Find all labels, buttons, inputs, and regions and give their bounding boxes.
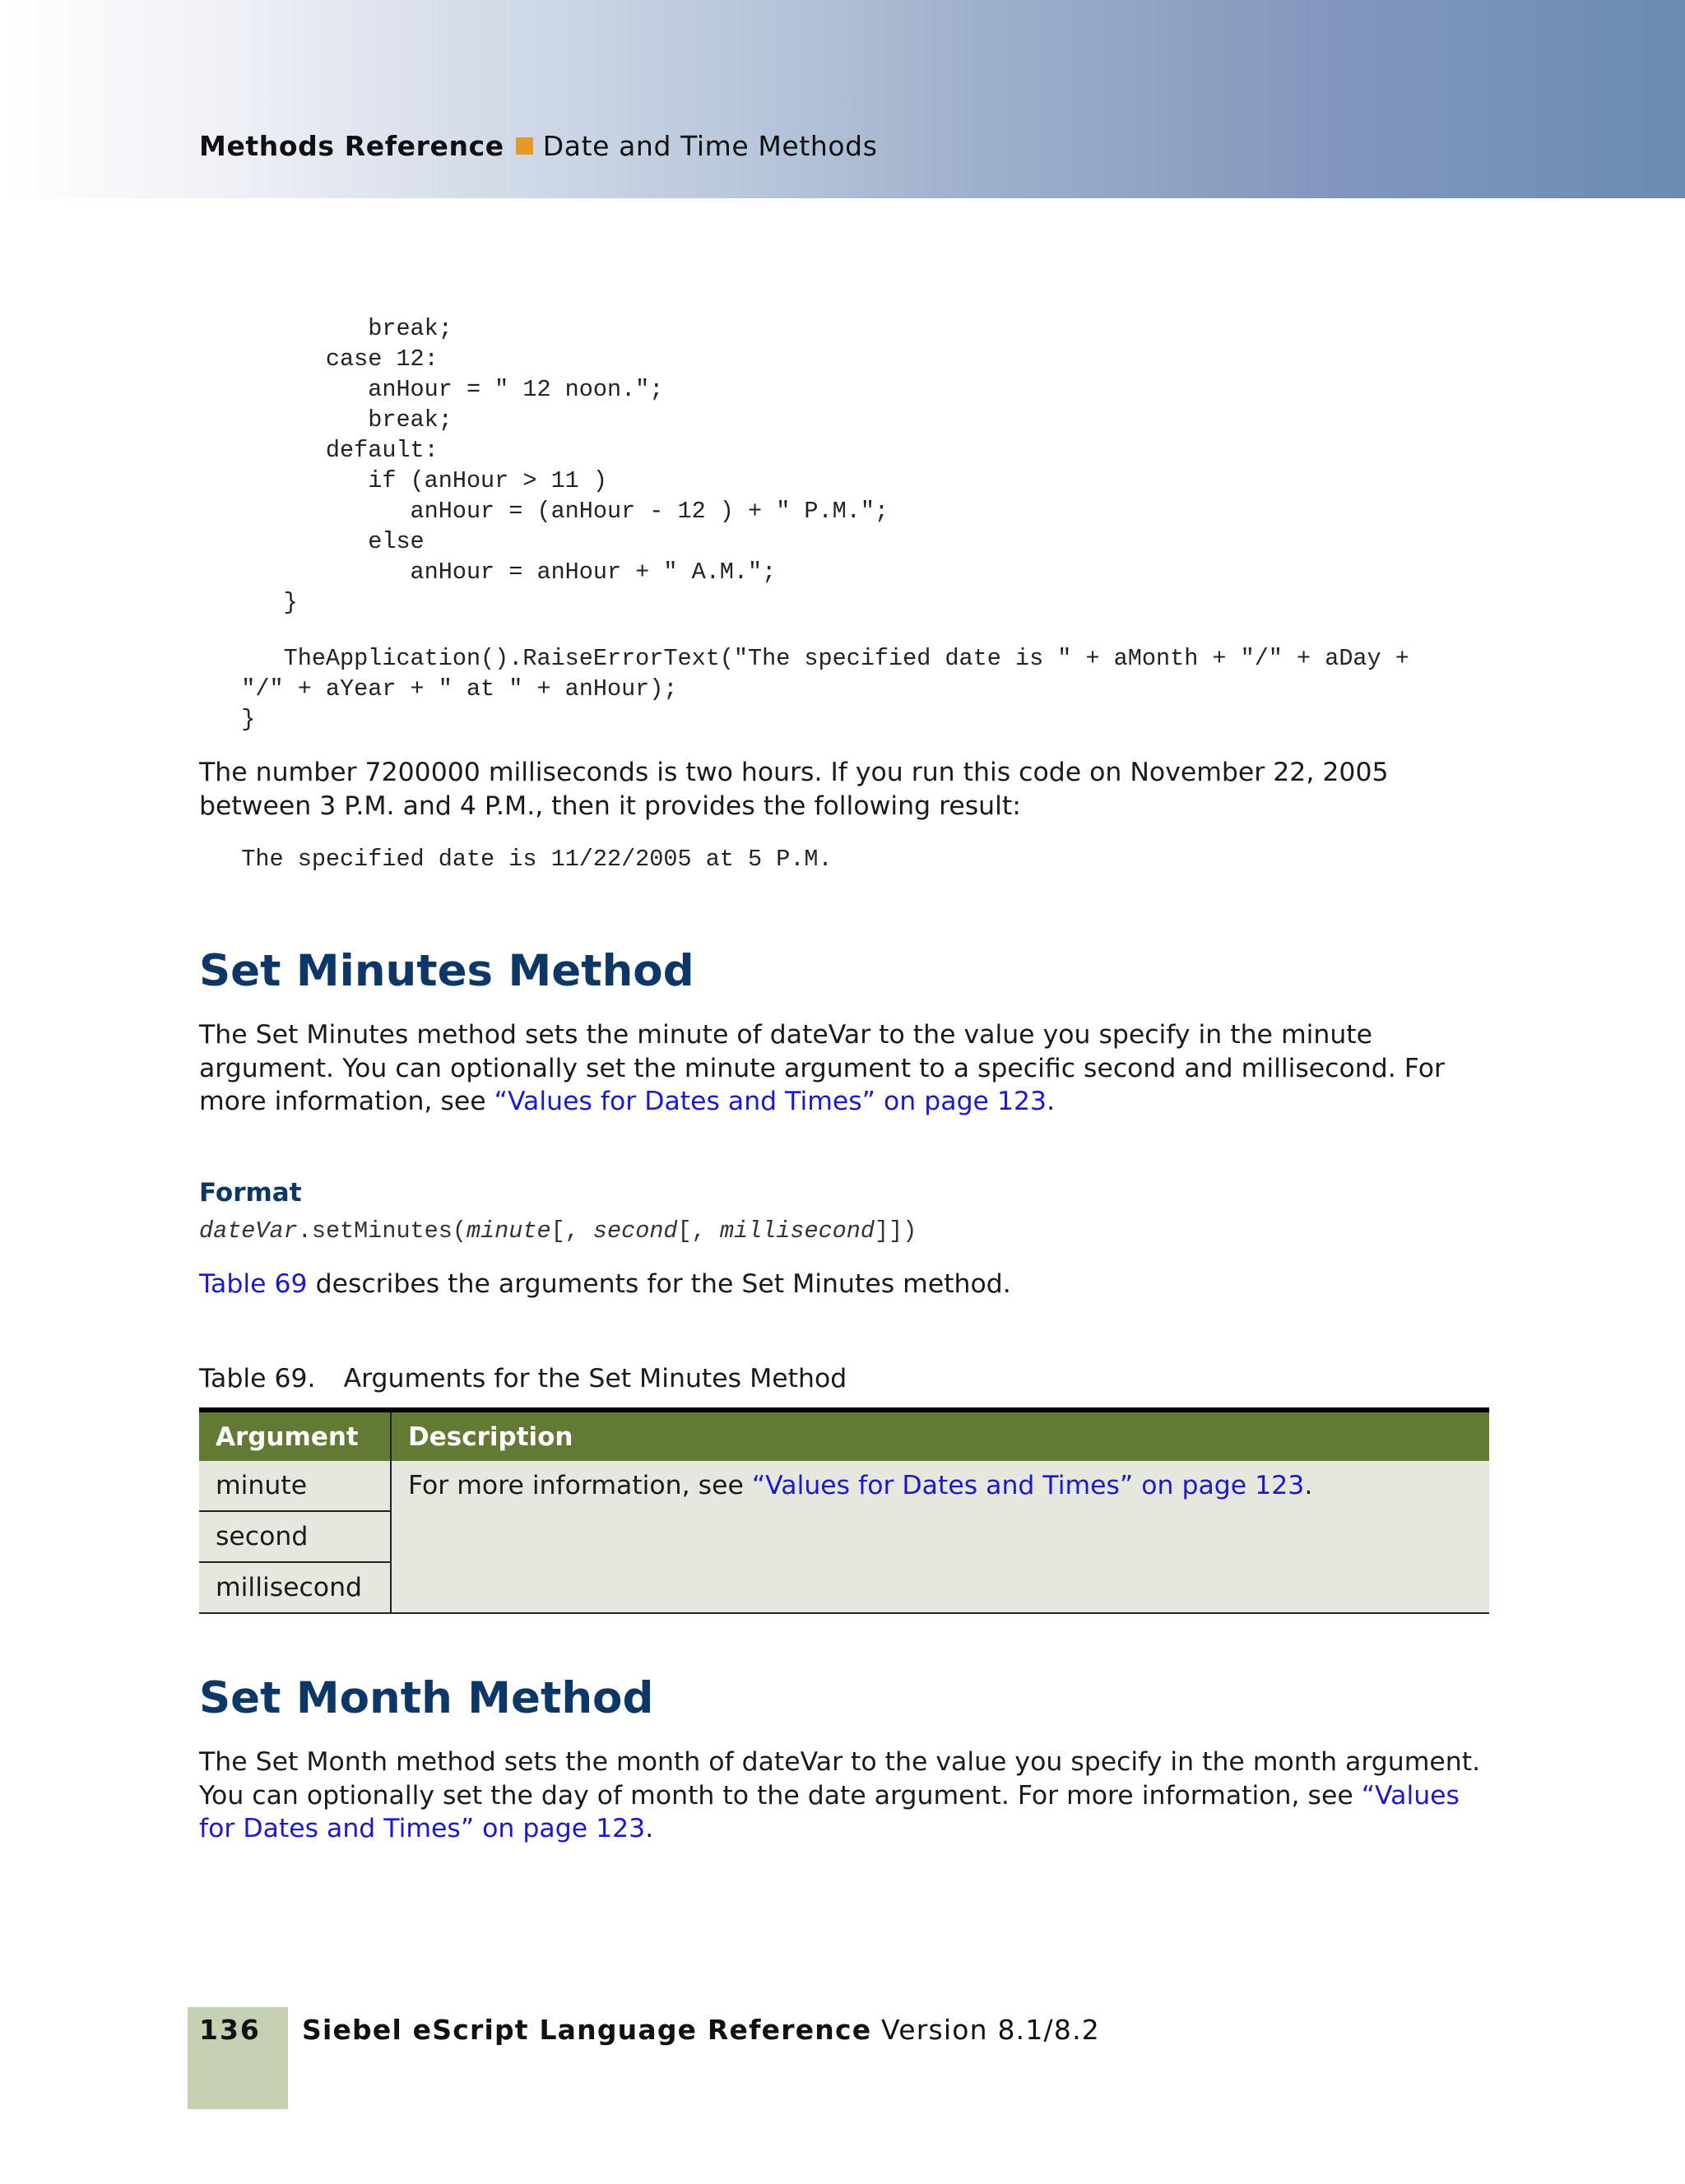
period: . [1047, 1087, 1056, 1116]
code-line: default: [199, 437, 439, 464]
result-output: The specified date is 11/22/2005 at 5 P.M. [199, 846, 833, 873]
running-header [199, 130, 878, 162]
format-arg-millisecond: millisecond [719, 1217, 875, 1245]
values-dates-times-link[interactable]: “Values for Dates and Times” on page 123 [494, 1087, 1047, 1116]
values-dates-times-link[interactable]: “Values for Dates and Times” on page 123 [751, 1471, 1305, 1500]
code-line: break; [199, 315, 453, 342]
table-caption [199, 1364, 847, 1393]
format-close: ]]) [874, 1217, 917, 1245]
argument-cell: second [199, 1511, 391, 1562]
format-arg-second: second [592, 1217, 678, 1245]
header-subsection: Date and Time Methods [542, 130, 878, 162]
code-line: anHour = (anHour - 12 ) + " P.M."; [199, 498, 889, 525]
column-header-argument: Argument [199, 1410, 391, 1461]
table-row [199, 1461, 1489, 1511]
code-line: case 12: [199, 345, 439, 373]
format-syntax [199, 1217, 917, 1245]
format-sep: [, [550, 1217, 593, 1245]
format-object: dateVar [199, 1217, 298, 1245]
header-bullet-square [516, 137, 533, 155]
code-line: TheApplication().RaiseErrorText("The specified date is " + aMonth + "/" + aDay + [199, 645, 1409, 672]
description-cell [391, 1461, 1489, 1613]
argument-cell: minute [199, 1461, 391, 1511]
footer-book-title [302, 2014, 1100, 2046]
table-caption-number: Table 69. [199, 1364, 316, 1393]
set-month-description-text: The Set Month method sets the month of dateVar to the value you specify in the month argument. You can optionally set the day of month to the date argument. For more information, see [199, 1747, 1481, 1811]
header-section: Methods Reference [199, 130, 504, 162]
code-line: else [199, 528, 425, 555]
code-line: } [199, 589, 298, 616]
format-arg-minute: minute [466, 1217, 551, 1245]
code-line: anHour = " 12 noon."; [199, 376, 664, 403]
format-method: .setMinutes( [297, 1217, 467, 1245]
values-dates-times-link[interactable]: “Values for Dates and Times” on page 123 [199, 1780, 1460, 1843]
set-minutes-title: Set Minutes Method [199, 946, 694, 996]
code-line: if (anHour > 11 ) [199, 467, 607, 494]
set-month-title: Set Month Method [199, 1673, 654, 1723]
table-reference [199, 1268, 1491, 1301]
table-caption-title: Arguments for the Set Minutes Method [343, 1364, 847, 1393]
book-title: Siebel eScript Language Reference [302, 2014, 872, 2046]
format-heading: Format [199, 1178, 302, 1208]
table-reference-text: describes the arguments for the Set Minutes method. [307, 1269, 1011, 1299]
code-line: "/" + aYear + " at " + anHour); [199, 675, 678, 702]
period: . [1304, 1471, 1313, 1500]
set-minutes-description [199, 1018, 1491, 1119]
code-line: } [199, 706, 256, 733]
description-text: For more information, see [408, 1471, 752, 1500]
result-intro: The number 7200000 milliseconds is two hours. If you run this code on November 22, 2005 between 3 P.M. and 4 P.M., then it provides the following result: [199, 758, 1389, 821]
period: . [645, 1814, 654, 1843]
table-69-link[interactable]: Table 69 [199, 1269, 308, 1299]
set-month-description [199, 1746, 1491, 1846]
table-header-row [199, 1410, 1489, 1461]
header-band [0, 0, 1685, 198]
set-minutes-description-text: The Set Minutes method sets the minute of dateVar to the value you specify in the minute argument. You can optionally set the minute argument to a specific second and millisecond. For more information, see [199, 1020, 1445, 1116]
code-line: break; [199, 406, 453, 434]
argument-cell: millisecond [199, 1562, 391, 1613]
book-version: Version 8.1/8.2 [871, 2014, 1100, 2046]
format-sep: [, [677, 1217, 720, 1245]
page-number: 136 [199, 2014, 261, 2046]
arguments-table [199, 1407, 1489, 1614]
code-line: anHour = anHour + " A.M."; [199, 559, 777, 586]
column-header-description: Description [391, 1410, 1489, 1461]
